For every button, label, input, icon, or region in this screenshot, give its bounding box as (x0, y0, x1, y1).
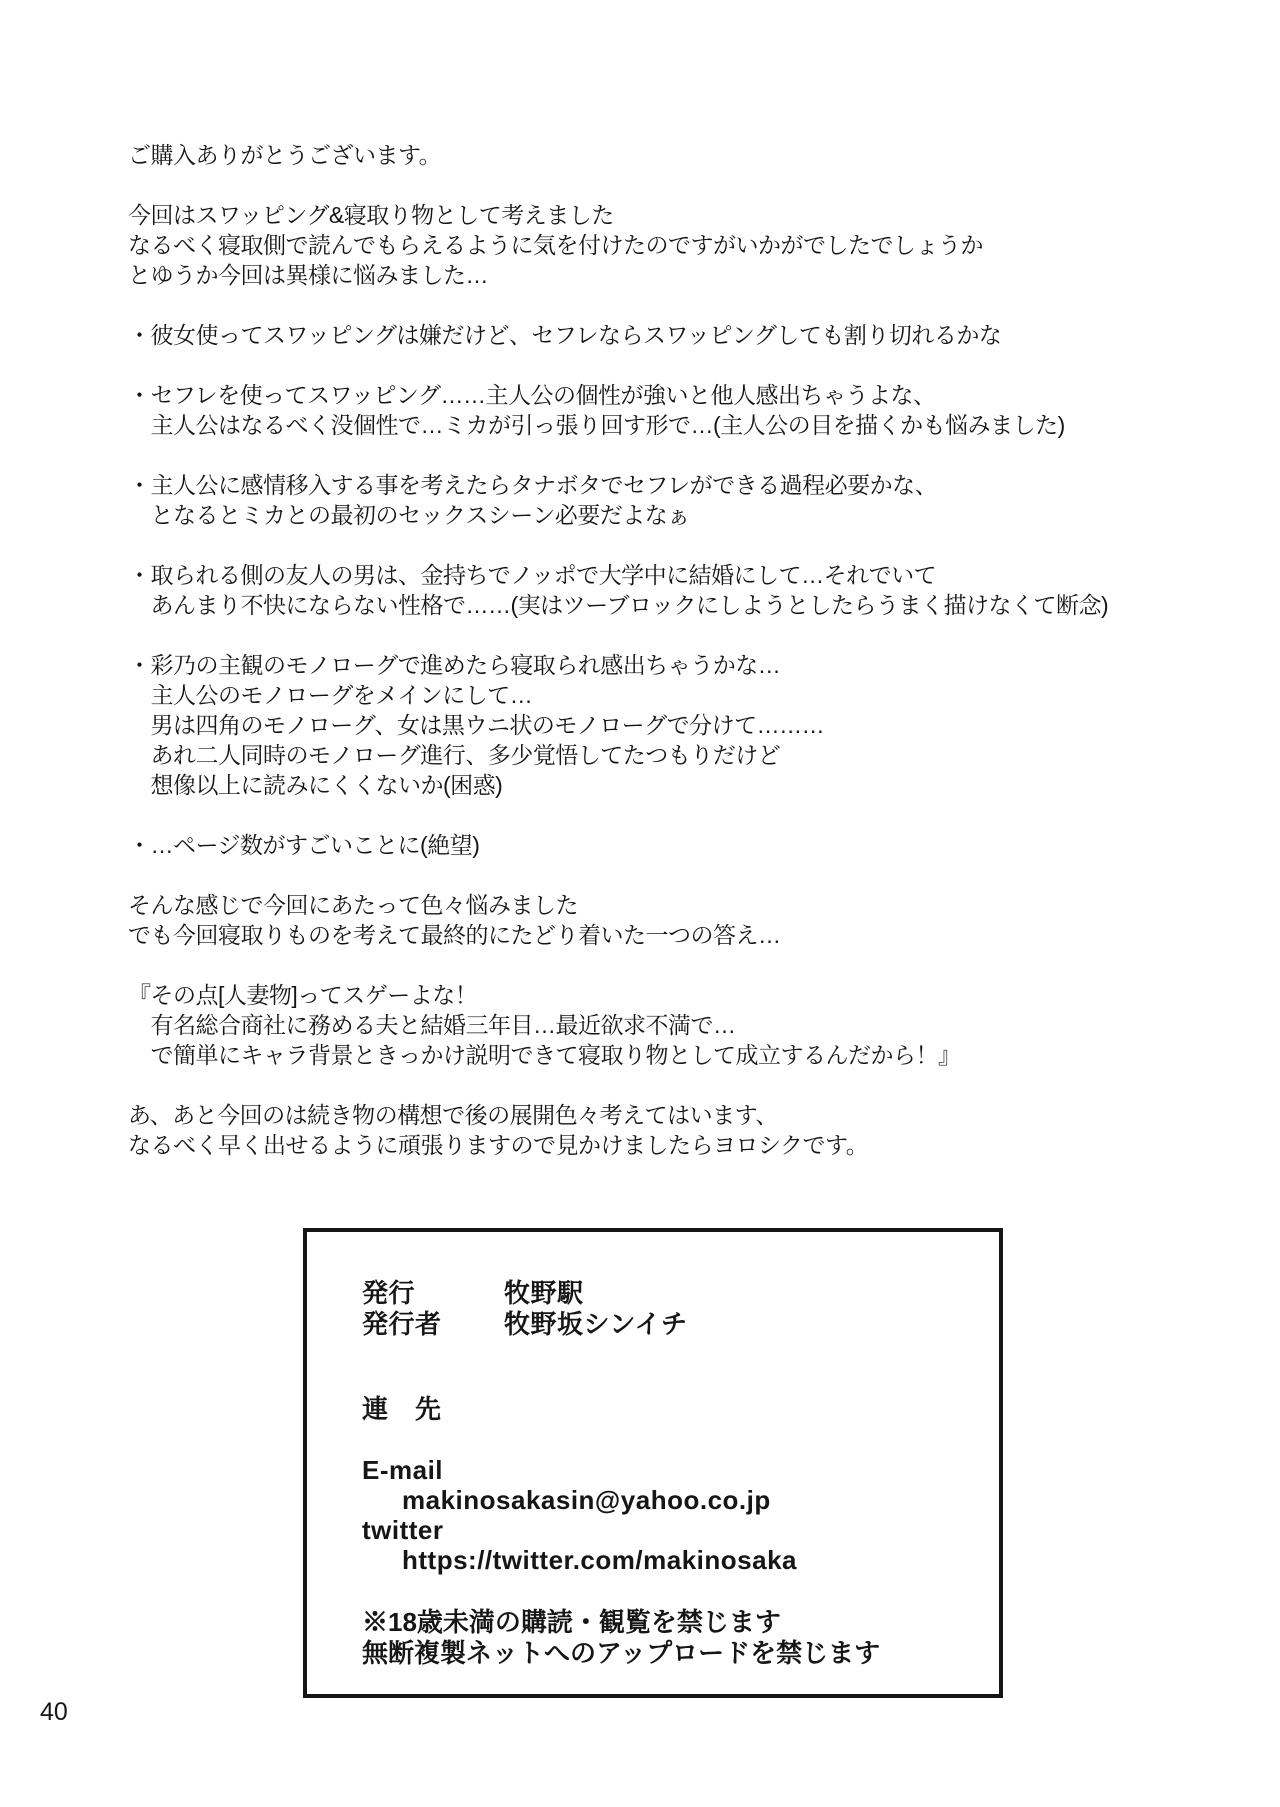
text-line: ・…ページ数がすごいことに(絶望) (128, 832, 480, 858)
notice-line-1: ※18歳未満の購読・観覧を禁じます (362, 1607, 781, 1637)
afterword-paragraph (128, 200, 1198, 290)
afterword-paragraph (128, 560, 1198, 620)
email-label: E-mail (362, 1455, 444, 1485)
afterword-paragraph (128, 650, 1198, 800)
author-value: 牧野坂シンイチ (504, 1309, 688, 1339)
text-line: ご購入ありがとうございます。 (128, 142, 442, 168)
text-line: 有名総合商社に務める夫と結婚三年目…最近欲求不満で… (128, 1012, 736, 1038)
colophon-box (303, 1228, 1003, 1698)
publisher-row (362, 1278, 979, 1309)
text-line: ・彩乃の主観のモノローグで進めたら寝取られ感出ちゃうかな… (128, 652, 781, 678)
text-line: 今回はスワッピング&寝取り物として考えました (128, 202, 614, 228)
afterword-paragraph (128, 470, 1198, 530)
afterword-paragraph (128, 1100, 1198, 1160)
afterword-paragraph (128, 140, 1198, 170)
text-line: ・取られる側の友人の男は、金持ちでノッポで大学中に結婚にして…それでいて (128, 562, 937, 588)
publisher-value: 牧野駅 (504, 1278, 584, 1308)
text-line: なるべく早く出せるように頑張りますので見かけましたらヨロシクです。 (128, 1132, 869, 1158)
text-line: あんまり不快にならない性格で……(実はツーブロックにしようとしたらうまく描けなくて断念) (128, 592, 1109, 618)
publisher-label: 発行 (362, 1278, 416, 1308)
afterword-paragraph (128, 830, 1198, 860)
text-line: となるとミカとの最初のセックスシーン必要だよなぁ (128, 502, 690, 528)
afterword-paragraph (128, 380, 1198, 440)
afterword-text (128, 140, 1198, 1190)
author-row (362, 1309, 979, 1340)
contact-heading: 連 先 (362, 1394, 442, 1424)
text-line: 想像以上に読みにくくないか(困惑) (128, 772, 503, 798)
text-line: ・主人公に感情移入する事を考えたらタナボタでセフレができる過程必要かな、 (128, 472, 938, 498)
text-line: 男は四角のモノローグ、女は黒ウニ状のモノローグで分けて……… (128, 712, 825, 738)
contact-block (362, 1455, 979, 1575)
twitter-label: twitter (362, 1515, 444, 1545)
page-number: 40 (40, 1698, 68, 1726)
twitter-url: https://twitter.com/makinosaka (402, 1545, 797, 1575)
notice-line-2: 無断複製ネットへのアップロードを禁じます (362, 1638, 881, 1668)
text-line: あれ二人同時のモノローグ進行、多少覚悟してたつもりだけど (128, 742, 781, 768)
text-line: そんな感じで今回にあたって色々悩みました (128, 892, 578, 918)
age-notice (362, 1607, 979, 1669)
text-line: 主人公はなるべく没個性で…ミカが引っ張り回す形で…(主人公の目を描くかも悩みました) (128, 412, 1065, 438)
text-line: ・彼女使ってスワッピングは嫌だけど、セフレならスワッピングしても割り切れるかな (128, 322, 1002, 348)
text-line: とゆうか今回は異様に悩みました… (128, 262, 488, 288)
author-label: 発行者 (362, 1309, 442, 1339)
text-line: あ、あと今回のは続き物の構想で後の展開色々考えてはいます、 (128, 1102, 778, 1128)
afterword-paragraph (128, 890, 1198, 950)
text-line: 主人公のモノローグをメインにして… (128, 682, 533, 708)
text-line: ・セフレを使ってスワッピング……主人公の個性が強いと他人感出ちゃうよな、 (128, 382, 936, 408)
text-line: でも今回寝取りものを考えて最終的にたどり着いた一つの答え… (128, 922, 781, 948)
text-line: 『その点[人妻物]ってスゲーよな！ (128, 982, 478, 1008)
text-line: なるべく寝取側で読んでもらえるように気を付けたのですがいかがでしたでしょうか (128, 232, 983, 258)
text-line: で簡単にキャラ背景ときっかけ説明できて寝取り物として成立するんだから！』 (128, 1042, 961, 1068)
afterword-paragraph (128, 980, 1198, 1070)
email-address: makinosakasin@yahoo.co.jp (402, 1485, 771, 1515)
afterword-paragraph (128, 320, 1198, 350)
